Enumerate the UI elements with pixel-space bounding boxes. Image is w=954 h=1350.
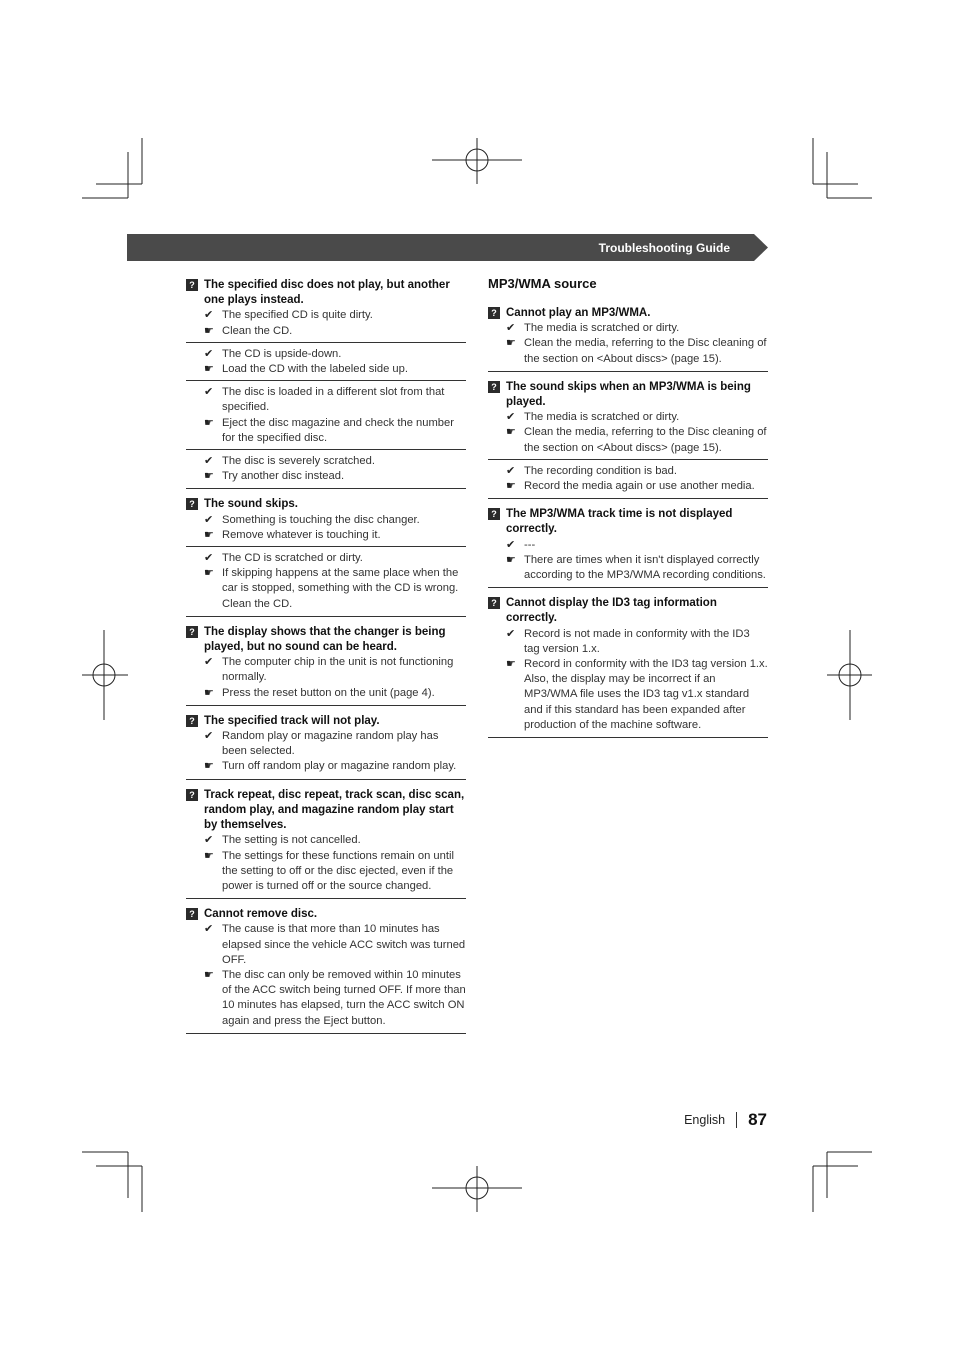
remedy-line [204, 686, 466, 701]
left-column [186, 276, 466, 1040]
line-text: Clean the media, referring to the Disc cleaning of the section on <About discs> (page 15). [524, 337, 767, 365]
cause-remedy-group [488, 459, 768, 494]
remedy-line [204, 528, 466, 543]
line-text: Try another disc instead. [222, 470, 345, 483]
question-icon: ? [488, 381, 500, 393]
checkmark-icon: ✔ [506, 411, 516, 424]
footer-language: English [684, 1113, 726, 1127]
line-text: The media is scratched or dirty. [524, 411, 680, 424]
cause-remedy-group [186, 513, 466, 543]
question-icon: ? [186, 279, 198, 291]
line-text: Record the media again or use another media. [524, 480, 755, 493]
pointing-hand-icon: ☛ [506, 658, 516, 671]
right-item-list [488, 304, 768, 738]
question-row [488, 596, 768, 626]
question-row [186, 278, 466, 308]
question-row [186, 788, 466, 834]
line-text: The settings for these functions remain on until the setting to off or the disc ejected, even if the power is turned off or the source changed. [222, 849, 454, 892]
checkmark-icon: ✔ [204, 552, 214, 565]
remedy-line [506, 657, 768, 672]
remedy-line [204, 324, 466, 339]
cause-remedy-group [186, 449, 466, 484]
line-text: There are times when it isn't displayed correctly according to the MP3/WMA recording conditions. [524, 553, 766, 582]
remedy-line [506, 336, 768, 366]
line-text: The CD is scratched or dirty. [222, 552, 363, 565]
page-title: Troubleshooting Guide [598, 241, 730, 255]
line-text: The CD is upside-down. [222, 347, 342, 360]
remedy-line [204, 968, 466, 1029]
question-text: Track repeat, disc repeat, track scan, disc scan, random play, and magazine random play start by themselves. [204, 788, 465, 832]
page-number: 87 [748, 1110, 767, 1129]
checkmark-icon: ✔ [204, 656, 214, 669]
line-text: Eject the disc magazine and check the number for the specified disc. [222, 416, 454, 444]
cause-line [506, 410, 768, 425]
line-text: Random play or magazine random play has been selected. [222, 730, 439, 758]
question-icon: ? [488, 307, 500, 319]
troubleshooting-item [186, 905, 466, 1034]
line-text: Clean the CD. [222, 324, 293, 337]
line-text: Clean the media, referring to the Disc cleaning of the section on <About discs> (page 15). [524, 426, 767, 454]
cause-line [204, 729, 466, 759]
cause-line [204, 833, 466, 848]
question-icon: ? [488, 508, 500, 520]
note-line [506, 672, 768, 733]
line-text: The cause is that more than 10 minutes has elapsed since the vehicle ACC switch was turned OFF. [222, 923, 466, 966]
line-text: The disc can only be removed within 10 minutes of the ACC switch being turned OFF. If more than 10 minutes has elapsed, turn the ACC switch ON again and press the Eject button. [222, 968, 466, 1027]
troubleshooting-item [488, 378, 768, 499]
checkmark-icon: ✔ [204, 730, 214, 743]
checkmark-icon: ✔ [204, 455, 214, 468]
remedy-line [204, 566, 466, 612]
checkmark-icon: ✔ [506, 627, 516, 640]
troubleshooting-item [186, 276, 466, 489]
line-text: Record is not made in conformity with the ID3 tag version 1.x. [524, 627, 750, 655]
question-icon: ? [186, 626, 198, 638]
checkmark-icon: ✔ [204, 923, 214, 936]
pointing-hand-icon: ☛ [204, 567, 214, 580]
line-text: The media is scratched or dirty. [524, 322, 680, 335]
cause-line [204, 385, 466, 415]
troubleshooting-item [186, 623, 466, 706]
cause-remedy-group [186, 546, 466, 612]
question-text: The MP3/WMA track time is not displayed correctly. [506, 508, 733, 536]
page-footer [684, 1110, 767, 1130]
question-text: The specified track will not play. [204, 714, 380, 727]
question-text: Cannot display the ID3 tag information correctly. [506, 597, 717, 625]
line-text: Load the CD with the labeled side up. [222, 363, 408, 376]
troubleshooting-item [488, 594, 768, 738]
question-icon: ? [186, 789, 198, 801]
line-text: Also, the display may be incorrect if an MP3/WMA file uses the ID3 tag v1.x standard and if this standard has been expanded after production of the machine software. [524, 673, 750, 731]
pointing-hand-icon: ☛ [204, 416, 214, 429]
pointing-hand-icon: ☛ [204, 686, 214, 699]
pointing-hand-icon: ☛ [204, 363, 214, 376]
question-row [186, 625, 466, 655]
cause-remedy-group [488, 538, 768, 584]
checkmark-icon: ✔ [204, 834, 214, 847]
cause-line [506, 627, 768, 657]
troubleshooting-item [186, 495, 466, 616]
cause-line [506, 464, 768, 479]
checkmark-icon: ✔ [204, 347, 214, 360]
checkmark-icon: ✔ [506, 464, 516, 477]
cause-remedy-group [488, 321, 768, 367]
right-column [488, 276, 768, 744]
question-text: Cannot remove disc. [204, 908, 318, 921]
remedy-line [506, 479, 768, 494]
cause-line [204, 922, 466, 968]
question-row [186, 497, 466, 512]
remedy-line [204, 849, 466, 895]
question-icon: ? [186, 498, 198, 510]
line-text: Turn off random play or magazine random play. [222, 760, 457, 773]
question-text: The sound skips when an MP3/WMA is being played. [506, 380, 751, 409]
question-text: The specified disc does not play, but another one plays instead. [204, 279, 450, 307]
remedy-line [204, 416, 466, 446]
pointing-hand-icon: ☛ [204, 849, 214, 862]
section-title: MP3/WMA source [488, 276, 597, 291]
footer-divider [736, 1112, 737, 1128]
cause-remedy-group [186, 308, 466, 338]
cause-line [506, 321, 768, 336]
cause-remedy-group [186, 833, 466, 894]
cause-remedy-group [488, 410, 768, 456]
remedy-line [506, 553, 768, 583]
troubleshooting-item [488, 505, 768, 588]
remedy-line [204, 469, 466, 484]
cause-remedy-group [186, 342, 466, 377]
line-text: The specified CD is quite dirty. [222, 309, 373, 322]
checkmark-icon: ✔ [506, 322, 516, 335]
troubleshooting-item [488, 304, 768, 372]
line-text: If skipping happens at the same place when the car is stopped, something with the CD is wrong. Clean the CD. [222, 567, 459, 610]
question-icon: ? [488, 597, 500, 609]
line-text: Record in conformity with the ID3 tag version 1.x. [524, 658, 768, 671]
question-text: Cannot play an MP3/WMA. [506, 307, 651, 319]
remedy-line [506, 425, 768, 455]
line-text: Press the reset button on the unit (page 4). [222, 686, 435, 699]
question-row [186, 907, 466, 922]
question-row [488, 507, 768, 537]
checkmark-icon: ✔ [204, 309, 214, 322]
cause-line [204, 454, 466, 469]
question-icon: ? [186, 908, 198, 920]
question-text: The display shows that the changer is being played, but no sound can be heard. [204, 625, 446, 654]
question-row [488, 306, 768, 321]
cause-remedy-group [186, 922, 466, 1028]
pointing-hand-icon: ☛ [506, 480, 516, 493]
line-text: The recording condition is bad. [524, 464, 677, 477]
cause-line [204, 347, 466, 362]
question-text: The sound skips. [204, 498, 298, 511]
header-banner [127, 234, 768, 261]
pointing-hand-icon: ☛ [204, 324, 214, 337]
cause-line [204, 308, 466, 323]
line-text: The disc is severely scratched. [222, 455, 375, 468]
pointing-hand-icon: ☛ [204, 760, 214, 773]
troubleshooting-item [186, 786, 466, 899]
troubleshooting-item [186, 712, 466, 780]
checkmark-icon: ✔ [204, 386, 214, 399]
left-item-list [186, 276, 466, 1034]
cause-line [204, 655, 466, 685]
question-icon: ? [186, 715, 198, 727]
pointing-hand-icon: ☛ [204, 470, 214, 483]
line-text: --- [524, 538, 536, 551]
checkmark-icon: ✔ [506, 538, 516, 551]
cause-line [506, 538, 768, 553]
question-row [186, 714, 466, 729]
line-text: The disc is loaded in a different slot from that specified. [222, 386, 445, 414]
cause-remedy-group [186, 729, 466, 775]
cause-line [204, 513, 466, 528]
pointing-hand-icon: ☛ [506, 426, 516, 439]
cause-remedy-group [488, 627, 768, 733]
pointing-hand-icon: ☛ [506, 553, 516, 566]
cause-remedy-group [186, 655, 466, 701]
line-text: The setting is not cancelled. [222, 834, 361, 847]
checkmark-icon: ✔ [204, 513, 214, 526]
remedy-line [204, 759, 466, 774]
pointing-hand-icon: ☛ [204, 968, 214, 981]
line-text: The computer chip in the unit is not functioning normally. [222, 656, 454, 684]
cause-remedy-group [186, 380, 466, 446]
pointing-hand-icon: ☛ [506, 337, 516, 350]
remedy-line [204, 362, 466, 377]
pointing-hand-icon: ☛ [204, 528, 214, 541]
cause-line [204, 551, 466, 566]
question-row [488, 380, 768, 410]
line-text: Remove whatever is touching it. [222, 528, 381, 541]
line-text: Something is touching the disc changer. [222, 513, 420, 526]
